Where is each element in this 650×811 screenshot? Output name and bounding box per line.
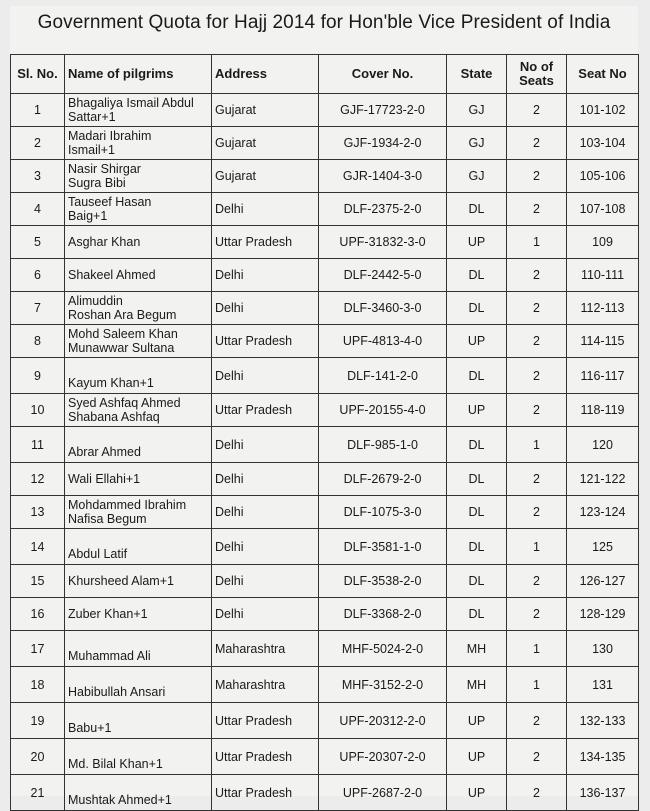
- table-row: [11, 703, 639, 739]
- cell-sl-no: 14: [11, 529, 65, 565]
- cell-sl-no: 9: [11, 358, 65, 394]
- cell-address: Gujarat: [212, 127, 319, 160]
- cell-state: DL: [447, 598, 507, 631]
- pilgrim-name-line2: Muhammad Ali: [68, 649, 151, 663]
- cell-seat-no: 123-124: [567, 496, 639, 529]
- cell-pilgrim-name: [65, 259, 212, 292]
- cell-sl-no: 16: [11, 598, 65, 631]
- table-row: [11, 292, 639, 325]
- table-row: [11, 739, 639, 775]
- table-row: [11, 667, 639, 703]
- cell-no-of-seats: 2: [507, 598, 567, 631]
- cell-cover-no: DLF-2442-5-0: [319, 259, 447, 292]
- pilgrim-name-line2: Roshan Ara Begum: [68, 308, 177, 322]
- cell-pilgrim-name: [65, 193, 212, 226]
- cell-seat-no: 110-111: [567, 259, 639, 292]
- cell-no-of-seats: 2: [507, 775, 567, 811]
- document-page: [10, 6, 638, 807]
- cell-sl-no: 8: [11, 325, 65, 358]
- cell-no-of-seats: 1: [507, 631, 567, 667]
- pilgrim-name-line2: Habibullah Ansari: [68, 685, 166, 699]
- table-header-row: [11, 55, 639, 94]
- table-row: [11, 565, 639, 598]
- cell-cover-no: UPF-4813-4-0: [319, 325, 447, 358]
- cell-pilgrim-name: [65, 598, 212, 631]
- cell-no-of-seats: 2: [507, 394, 567, 427]
- header-no-of-seats-line2: Seats: [519, 73, 554, 88]
- pilgrim-name-line1: Asghar Khan: [68, 235, 141, 249]
- table-row: [11, 226, 639, 259]
- cell-state: GJ: [447, 127, 507, 160]
- cell-address: Uttar Pradesh: [212, 739, 319, 775]
- pilgrim-name-line2: Kayum Khan+1: [68, 376, 154, 390]
- cell-no-of-seats: 2: [507, 160, 567, 193]
- cell-seat-no: 105-106: [567, 160, 639, 193]
- cell-address: Delhi: [212, 193, 319, 226]
- cell-cover-no: UPF-20155-4-0: [319, 394, 447, 427]
- header-sl-no: Sl. No.: [11, 55, 65, 94]
- cell-no-of-seats: 2: [507, 703, 567, 739]
- cell-cover-no: DLF-985-1-0: [319, 427, 447, 463]
- cell-pilgrim-name: [65, 703, 212, 739]
- cell-state: DL: [447, 259, 507, 292]
- cell-address: Delhi: [212, 598, 319, 631]
- cell-sl-no: 21: [11, 775, 65, 811]
- cell-no-of-seats: 2: [507, 94, 567, 127]
- cell-cover-no: UPF-20307-2-0: [319, 739, 447, 775]
- pilgrim-name-line1: Mohdammed Ibrahim: [68, 498, 187, 512]
- cell-seat-no: 120: [567, 427, 639, 463]
- cell-no-of-seats: 2: [507, 463, 567, 496]
- cell-sl-no: 19: [11, 703, 65, 739]
- cell-address: Delhi: [212, 565, 319, 598]
- table-row: [11, 325, 639, 358]
- cell-seat-no: 132-133: [567, 703, 639, 739]
- cell-no-of-seats: 2: [507, 496, 567, 529]
- table-row: [11, 775, 639, 811]
- cell-cover-no: DLF-3368-2-0: [319, 598, 447, 631]
- cell-state: UP: [447, 325, 507, 358]
- cell-address: Uttar Pradesh: [212, 394, 319, 427]
- pilgrim-name-line1: Alimuddin: [68, 294, 123, 308]
- cell-no-of-seats: 1: [507, 226, 567, 259]
- pilgrim-name-line1: Madari Ibrahim: [68, 129, 152, 143]
- header-seat-no: Seat No: [567, 55, 639, 94]
- cell-cover-no: DLF-3538-2-0: [319, 565, 447, 598]
- cell-state: DL: [447, 292, 507, 325]
- pilgrim-name-line2: Abrar Ahmed: [68, 445, 141, 459]
- cell-state: GJ: [447, 160, 507, 193]
- cell-address: Maharashtra: [212, 631, 319, 667]
- table-row: [11, 160, 639, 193]
- cell-address: Delhi: [212, 427, 319, 463]
- pilgrim-name-line2: Abdul Latif: [68, 547, 128, 561]
- cell-state: DL: [447, 496, 507, 529]
- cell-state: DL: [447, 427, 507, 463]
- cell-cover-no: GJR-1404-3-0: [319, 160, 447, 193]
- cell-cover-no: GJF-1934-2-0: [319, 127, 447, 160]
- cell-cover-no: DLF-3460-3-0: [319, 292, 447, 325]
- cell-pilgrim-name: [65, 358, 212, 394]
- cell-state: DL: [447, 463, 507, 496]
- table-row: [11, 496, 639, 529]
- cell-state: UP: [447, 703, 507, 739]
- table-row: [11, 427, 639, 463]
- cell-pilgrim-name: [65, 226, 212, 259]
- pilgrim-name-line1: Shakeel Ahmed: [68, 268, 156, 282]
- cell-sl-no: 17: [11, 631, 65, 667]
- cell-cover-no: DLF-1075-3-0: [319, 496, 447, 529]
- cell-sl-no: 7: [11, 292, 65, 325]
- cell-no-of-seats: 1: [507, 667, 567, 703]
- cell-address: Gujarat: [212, 160, 319, 193]
- cell-no-of-seats: 2: [507, 127, 567, 160]
- cell-state: MH: [447, 631, 507, 667]
- cell-seat-no: 112-113: [567, 292, 639, 325]
- cell-sl-no: 5: [11, 226, 65, 259]
- table-row: [11, 259, 639, 292]
- cell-sl-no: 12: [11, 463, 65, 496]
- cell-state: DL: [447, 193, 507, 226]
- cell-no-of-seats: 2: [507, 259, 567, 292]
- cell-pilgrim-name: [65, 496, 212, 529]
- cell-address: Uttar Pradesh: [212, 325, 319, 358]
- pilgrim-name-line2: Shabana Ashfaq: [68, 410, 160, 424]
- cell-sl-no: 18: [11, 667, 65, 703]
- cell-address: Delhi: [212, 259, 319, 292]
- pilgrim-name-line2: Babu+1: [68, 721, 112, 735]
- cell-address: Uttar Pradesh: [212, 703, 319, 739]
- pilgrim-name-line2: Baig+1: [68, 209, 108, 223]
- cell-cover-no: DLF-2679-2-0: [319, 463, 447, 496]
- cell-pilgrim-name: [65, 775, 212, 811]
- cell-sl-no: 3: [11, 160, 65, 193]
- pilgrim-name-line2: Mushtak Ahmed+1: [68, 793, 172, 807]
- cell-seat-no: 134-135: [567, 739, 639, 775]
- cell-cover-no: DLF-3581-1-0: [319, 529, 447, 565]
- pilgrim-name-line1: Zuber Khan+1: [68, 607, 148, 621]
- cell-cover-no: GJF-17723-2-0: [319, 94, 447, 127]
- pilgrim-name-line1: Wali Ellahi+1: [68, 472, 141, 486]
- cell-pilgrim-name: [65, 529, 212, 565]
- cell-cover-no: DLF-2375-2-0: [319, 193, 447, 226]
- cell-sl-no: 11: [11, 427, 65, 463]
- cell-no-of-seats: 1: [507, 529, 567, 565]
- cell-address: Delhi: [212, 529, 319, 565]
- table-row: [11, 127, 639, 160]
- cell-pilgrim-name: [65, 127, 212, 160]
- cell-seat-no: 101-102: [567, 94, 639, 127]
- cell-address: Gujarat: [212, 94, 319, 127]
- cell-sl-no: 6: [11, 259, 65, 292]
- cell-pilgrim-name: [65, 325, 212, 358]
- cell-seat-no: 118-119: [567, 394, 639, 427]
- cell-cover-no: DLF-141-2-0: [319, 358, 447, 394]
- cell-seat-no: 114-115: [567, 325, 639, 358]
- cell-no-of-seats: 2: [507, 565, 567, 598]
- cell-address: Delhi: [212, 292, 319, 325]
- cell-cover-no: MHF-5024-2-0: [319, 631, 447, 667]
- cell-pilgrim-name: [65, 463, 212, 496]
- table-row: [11, 463, 639, 496]
- cell-no-of-seats: 2: [507, 739, 567, 775]
- cell-address: Delhi: [212, 463, 319, 496]
- cell-cover-no: UPF-31832-3-0: [319, 226, 447, 259]
- cell-pilgrim-name: [65, 94, 212, 127]
- cell-seat-no: 136-137: [567, 775, 639, 811]
- cell-sl-no: 20: [11, 739, 65, 775]
- cell-sl-no: 13: [11, 496, 65, 529]
- cell-pilgrim-name: [65, 667, 212, 703]
- cell-no-of-seats: 2: [507, 325, 567, 358]
- cell-sl-no: 15: [11, 565, 65, 598]
- cell-pilgrim-name: [65, 631, 212, 667]
- header-no-of-seats-line1: No of: [519, 59, 554, 74]
- table-row: [11, 394, 639, 427]
- pilgrim-name-line1: Syed Ashfaq Ahmed: [68, 396, 181, 410]
- pilgrim-name-line2: Md. Bilal Khan+1: [68, 757, 163, 771]
- pilgrim-name-line2: Munawwar Sultana: [68, 341, 175, 355]
- cell-address: Uttar Pradesh: [212, 226, 319, 259]
- cell-seat-no: 109: [567, 226, 639, 259]
- header-cover-no: Cover No.: [319, 55, 447, 94]
- cell-seat-no: 107-108: [567, 193, 639, 226]
- pilgrim-name-line1: Bhagaliya Ismail Abdul: [68, 96, 194, 110]
- cell-state: UP: [447, 739, 507, 775]
- pilgrim-name-line1: Tauseef Hasan: [68, 195, 152, 209]
- cell-seat-no: 125: [567, 529, 639, 565]
- cell-state: GJ: [447, 94, 507, 127]
- pilgrim-name-line2: Nafisa Begum: [68, 512, 147, 526]
- cell-pilgrim-name: [65, 394, 212, 427]
- cell-pilgrim-name: [65, 739, 212, 775]
- cell-sl-no: 2: [11, 127, 65, 160]
- cell-pilgrim-name: [65, 565, 212, 598]
- cell-state: UP: [447, 394, 507, 427]
- cell-seat-no: 116-117: [567, 358, 639, 394]
- cell-sl-no: 10: [11, 394, 65, 427]
- table-row: [11, 358, 639, 394]
- table-row: [11, 631, 639, 667]
- pilgrim-name-line1: Khursheed Alam+1: [68, 574, 174, 588]
- table-row: [11, 598, 639, 631]
- cell-pilgrim-name: [65, 427, 212, 463]
- cell-seat-no: 103-104: [567, 127, 639, 160]
- cell-address: Maharashtra: [212, 667, 319, 703]
- pilgrim-name-line2: Sugra Bibi: [68, 176, 126, 190]
- cell-cover-no: UPF-2687-2-0: [319, 775, 447, 811]
- cell-cover-no: MHF-3152-2-0: [319, 667, 447, 703]
- cell-address: Delhi: [212, 496, 319, 529]
- pilgrims-table: [10, 54, 639, 811]
- cell-state: DL: [447, 529, 507, 565]
- cell-sl-no: 4: [11, 193, 65, 226]
- cell-address: Uttar Pradesh: [212, 775, 319, 811]
- cell-pilgrim-name: [65, 160, 212, 193]
- cell-state: DL: [447, 565, 507, 598]
- table-row: [11, 193, 639, 226]
- header-address: Address: [212, 55, 319, 94]
- header-state: State: [447, 55, 507, 94]
- cell-sl-no: 1: [11, 94, 65, 127]
- header-name-of-pilgrims: Name of pilgrims: [65, 55, 212, 94]
- cell-pilgrim-name: [65, 292, 212, 325]
- cell-address: Delhi: [212, 358, 319, 394]
- cell-no-of-seats: 1: [507, 427, 567, 463]
- cell-state: MH: [447, 667, 507, 703]
- table-row: [11, 94, 639, 127]
- cell-seat-no: 121-122: [567, 463, 639, 496]
- cell-no-of-seats: 2: [507, 358, 567, 394]
- cell-no-of-seats: 2: [507, 292, 567, 325]
- table-row: [11, 529, 639, 565]
- cell-state: UP: [447, 775, 507, 811]
- pilgrim-name-line2: Ismail+1: [68, 143, 115, 157]
- cell-seat-no: 131: [567, 667, 639, 703]
- pilgrim-name-line1: Nasir Shirgar: [68, 162, 141, 176]
- cell-state: DL: [447, 358, 507, 394]
- cell-seat-no: 128-129: [567, 598, 639, 631]
- cell-no-of-seats: 2: [507, 193, 567, 226]
- cell-cover-no: UPF-20312-2-0: [319, 703, 447, 739]
- cell-state: UP: [447, 226, 507, 259]
- pilgrim-name-line1: Mohd Saleem Khan: [68, 327, 178, 341]
- cell-seat-no: 126-127: [567, 565, 639, 598]
- pilgrim-name-line2: Sattar+1: [68, 110, 116, 124]
- header-no-of-seats: [507, 55, 567, 94]
- cell-seat-no: 130: [567, 631, 639, 667]
- page-title: Government Quota for Hajj 2014 for Hon'ble Vice President of India: [37, 12, 611, 33]
